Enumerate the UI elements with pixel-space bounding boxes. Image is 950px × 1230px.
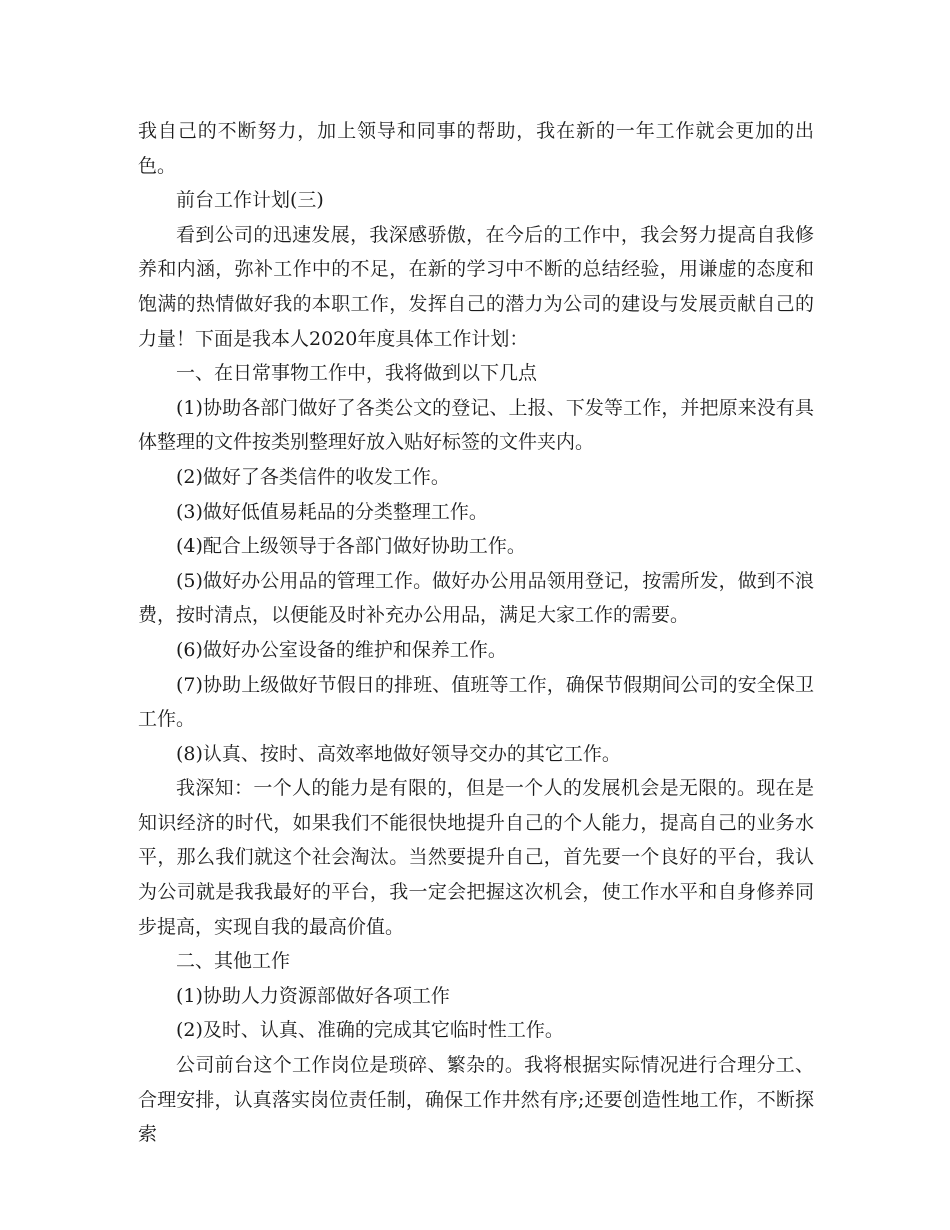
list-item-1: (1)协助各部门做好了各类公文的登记、上报、下发等工作，并把原来没有具体整理的文件按类别整理好放入贴好标签的文件夹内。: [138, 396, 814, 454]
paragraph-reflection: 我深知：一个人的能力是有限的，但是一个人的发展机会是无限的。现在是知识经济的时代，如果我们不能很快地提升自己的个人能力，提高自己的业务水平，那么我们就这个社会淘汰。当然要提升自己，首先要一个良好的平台，我认为公司就是我我最好的平台，我一定会把握这次机会，使工作水平和自身修养同步提高，实现自我的最高价值。: [138, 777, 814, 938]
paragraph-intro: 看到公司的迅速发展，我深感骄傲，在今后的工作中，我会努力提高自我修养和内涵，弥补工作中的不足，在新的学习中不断的总结经验，用谦虚的态度和饱满的热情做好我的本职工作，发挥自己的潜力为公司的建设与发展贡献自己的力量！下面是我本人2020年度具体工作计划：: [138, 223, 814, 350]
document-body: [138, 114, 814, 1152]
section-heading-other-work: 二、其他工作: [176, 950, 291, 973]
list-item-3: (3)做好低值易耗品的分类整理工作。: [176, 500, 488, 523]
section-heading-daily-work: 一、在日常事物工作中，我将做到以下几点: [176, 362, 538, 385]
list-item-5: (5)做好办公用品的管理工作。做好办公用品领用登记，按需所发，做到不浪费，按时清点，以便能及时补充办公用品，满足大家工作的需要。: [138, 569, 814, 627]
paragraph-closing: 公司前台这个工作岗位是琐碎、繁杂的。我将根据实际情况进行合理分工、合理安排，认真落实岗位责任制，确保工作井然有序;还要创造性地工作，不断探索: [138, 1054, 814, 1146]
other-item-1: (1)协助人力资源部做好各项工作: [176, 984, 450, 1007]
list-item-8: (8)认真、按时、高效率地做好领导交办的其它工作。: [176, 742, 621, 765]
list-item-2: (2)做好了各类信件的收发工作。: [176, 465, 450, 488]
paragraph-continuation: 我自己的不断努力，加上领导和同事的帮助，我在新的一年工作就会更加的出色。: [138, 120, 814, 177]
list-item-7: (7)协助上级做好节假日的排班、值班等工作，确保节假期间公司的安全保卫工作。: [138, 673, 814, 731]
other-item-2: (2)及时、认真、准确的完成其它临时性工作。: [176, 1019, 564, 1042]
list-item-4: (4)配合上级领导于各部门做好协助工作。: [176, 535, 526, 558]
list-item-6: (6)做好办公室设备的维护和保养工作。: [176, 638, 507, 661]
section-heading-plan-three: 前台工作计划(三): [176, 189, 324, 212]
